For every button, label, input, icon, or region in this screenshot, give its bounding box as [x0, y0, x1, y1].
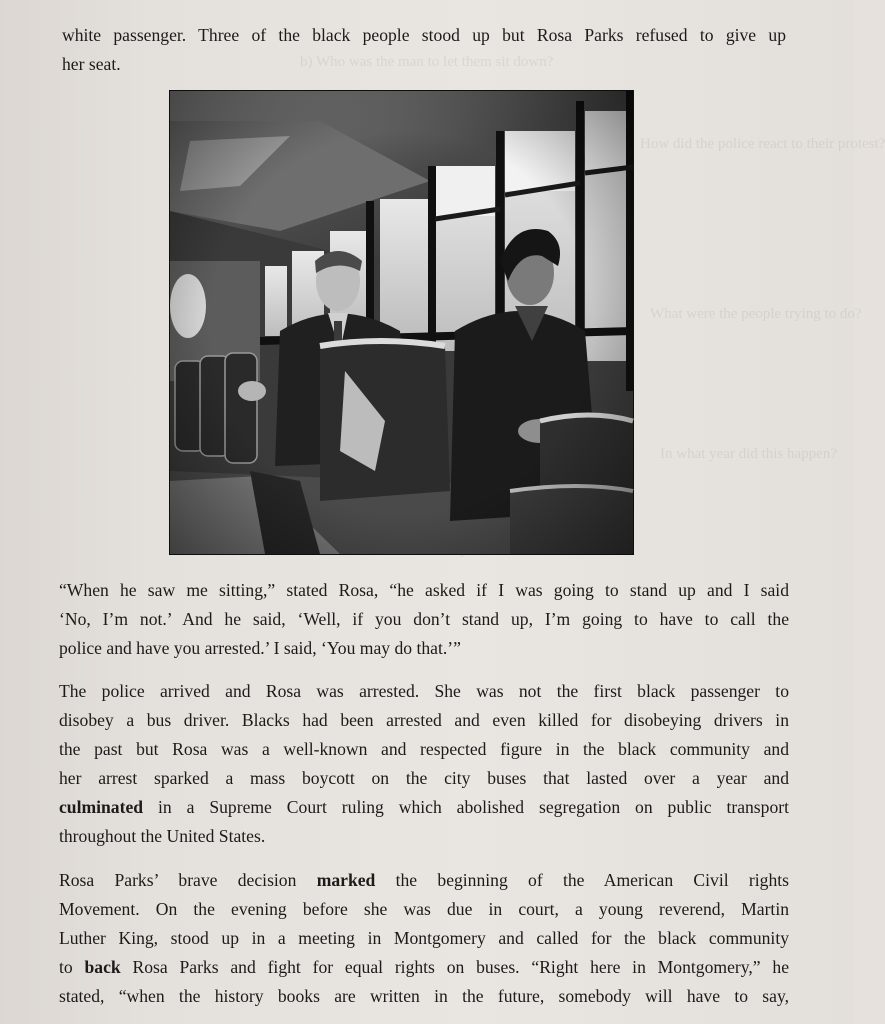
text-line: ‘No, I’m not.’ And he said, ‘Well, if you don’t stand up, I’m going to have to call the	[59, 609, 789, 629]
text-line: her arrest sparked a mass boycott on the city buses that lasted over a year and	[59, 768, 789, 788]
show-through-text: What were the people trying to do?	[650, 306, 862, 322]
text-line: The police arrived and Rosa was arrested. She was not the first black passenger to	[59, 681, 789, 701]
bold-word: marked	[316, 870, 376, 890]
text-run: the beginning of the American Civil rights	[375, 870, 789, 890]
text-line: disobey a bus driver. Blacks had been arrested and even killed for disobeying drivers in	[59, 710, 789, 730]
text-line: Movement. On the evening before she was due in court, a young reverend, Martin	[59, 899, 789, 919]
text-line	[59, 953, 789, 982]
text-line: “When he saw me sitting,” stated Rosa, “he asked if I was going to stand up and I said	[59, 580, 789, 600]
show-through-text: How did the police react to their protest?	[640, 136, 885, 152]
text-run: Rosa Parks’ brave decision	[59, 870, 317, 890]
text-line: white passenger. Three of the black people stood up but Rosa Parks refused to give up	[62, 25, 786, 45]
text-line: the past but Rosa was a well-known and respected figure in the black community and	[59, 739, 789, 759]
bold-word: back	[84, 957, 121, 977]
show-through-text: b) Who was the man to let them sit down?	[300, 54, 554, 70]
text-line: stated, “when the history books are written in the future, somebody will have to say,	[59, 986, 789, 1006]
decision-paragraph	[59, 866, 789, 1011]
quote-paragraph	[59, 576, 789, 663]
text-line	[59, 866, 789, 895]
text-run: Rosa Parks and fight for equal rights on buses. “Right here in Montgomery,” he	[120, 957, 790, 977]
text-line: throughout the United States.	[59, 826, 266, 846]
show-through-text: In what year did this happen?	[660, 446, 838, 462]
text-line: Luther King, stood up in a meeting in Montgomery and called for the black community	[59, 928, 789, 948]
text-run: to	[59, 957, 85, 977]
text-line	[59, 793, 789, 822]
arrest-paragraph	[59, 677, 789, 851]
text-line: police and have you arrested.’ I said, ‘You may do that.’”	[59, 638, 461, 658]
rosa-parks-bus-photo	[169, 90, 634, 555]
intro-paragraph	[62, 21, 786, 79]
bold-word: culminated	[59, 797, 144, 817]
text-run: in a Supreme Court ruling which abolished segregation on public transport	[143, 797, 789, 817]
text-line: her seat.	[62, 54, 121, 74]
